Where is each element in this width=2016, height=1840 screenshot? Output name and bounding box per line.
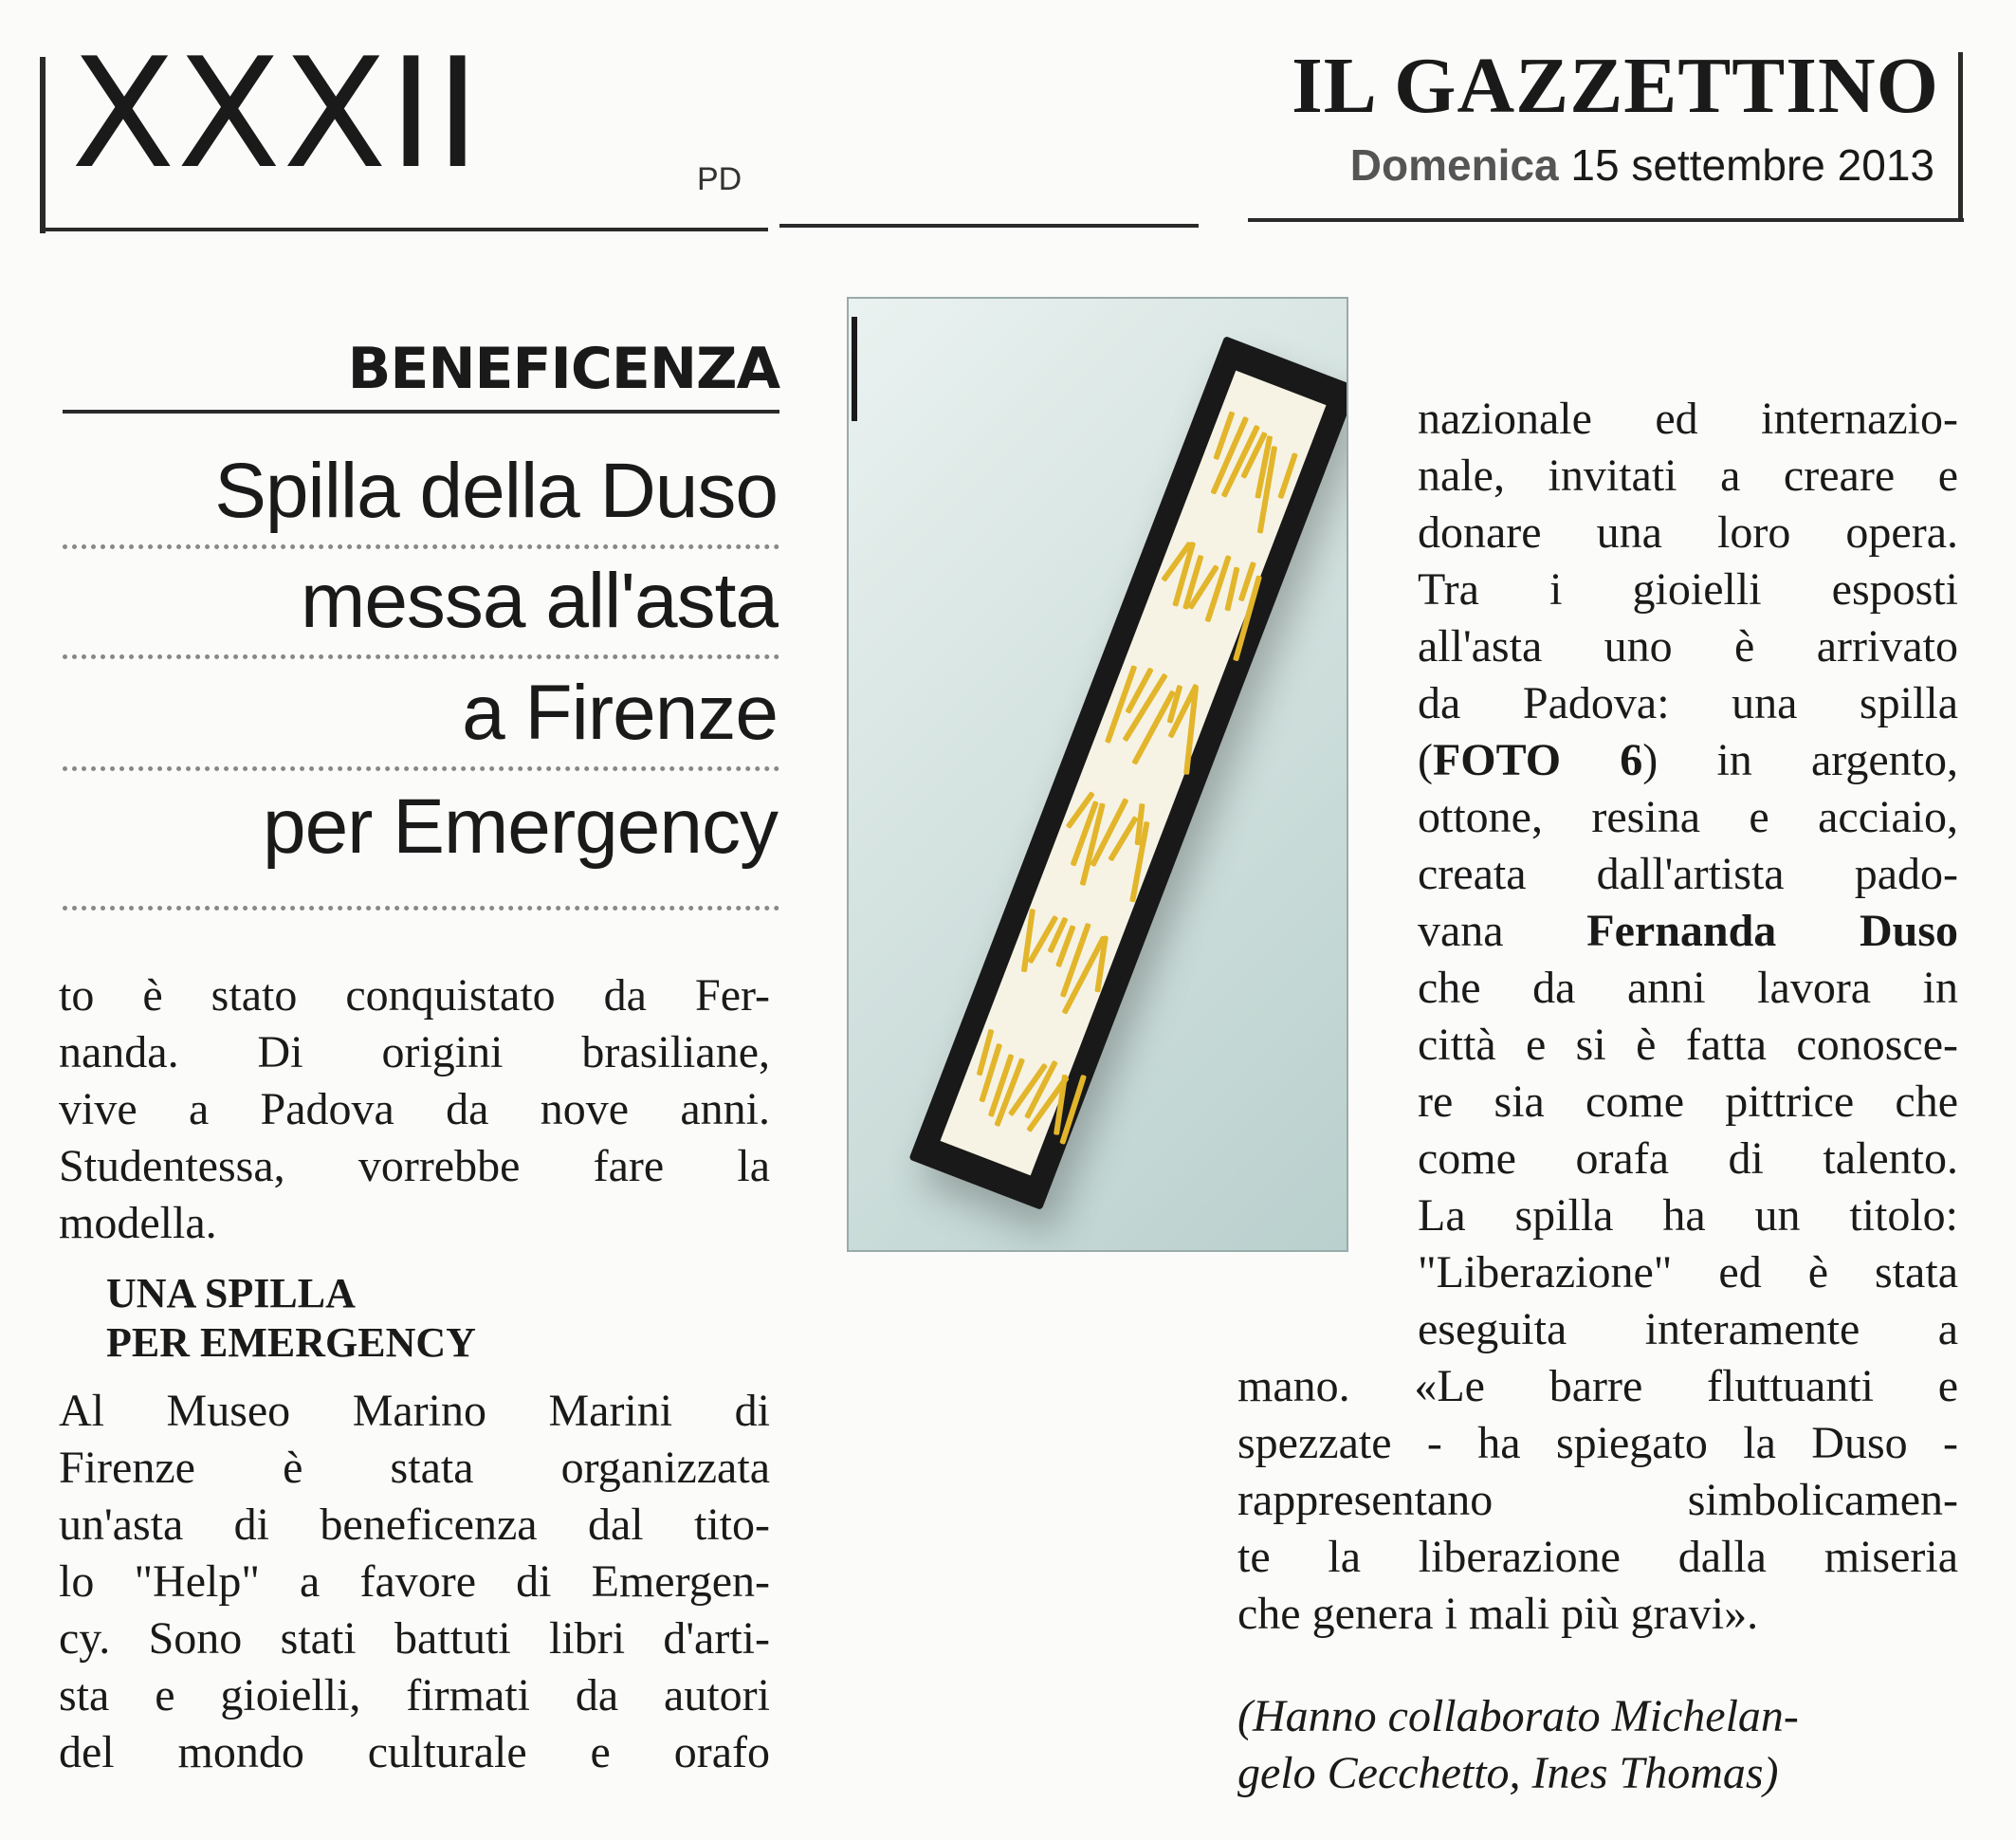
body-line: modella. [59, 1198, 217, 1248]
body-line: Tra i gioielli esposti [1418, 564, 1958, 615]
body-line: sta e gioielli, firmati da autori [59, 1670, 770, 1720]
brooch-image [908, 336, 1348, 1210]
brooch-panel [940, 371, 1326, 1176]
edition-code: PD [697, 161, 742, 197]
body-line: ottone, resina e acciaio, [1418, 792, 1958, 842]
headline-divider [63, 544, 779, 549]
body-line: che genera i mali più gravi». [1237, 1589, 1759, 1639]
body-line: nale, invitati a creare e [1418, 451, 1958, 501]
byline [1237, 1688, 1958, 1802]
section-rule [63, 410, 779, 414]
issue-date [1309, 140, 1934, 190]
body-line: Studentessa, vorrebbe fare la [59, 1141, 770, 1191]
body-line: città e si è fatta conosce- [1418, 1020, 1958, 1070]
body-line: Firenze è stata organizzata [59, 1443, 770, 1493]
body-line: mano. «Le barre fluttuanti e [1237, 1361, 1958, 1411]
body-line: cy. Sono stati battuti libri d'arti- [59, 1613, 770, 1664]
headline-line: a Firenze [462, 670, 778, 756]
body-line: come orafa di talento. [1418, 1133, 1958, 1184]
section-label: BENEFICENZA [347, 336, 779, 402]
body-line: eseguita interamente a [1418, 1304, 1958, 1354]
body-line: del mondo culturale e orafo [59, 1727, 770, 1777]
header-left-rule [40, 57, 46, 233]
body-line: to è stato conquistato da Fer- [59, 970, 770, 1021]
left-column-bottom [59, 1383, 770, 1781]
body-line: "Liberazione" ed è stata [1418, 1247, 1958, 1297]
body-line: un'asta di beneficenza dal tito- [59, 1500, 770, 1550]
headline-divider [63, 766, 779, 771]
subheading-line: UNA SPILLA [106, 1270, 356, 1316]
brooch-bar [1204, 555, 1231, 622]
body-line: vive a Padova da nove anni. [59, 1084, 770, 1134]
body-line: rappresentano simbolicamen- [1237, 1475, 1958, 1525]
subheading-line: PER EMERGENCY [106, 1319, 476, 1366]
body-line: che da anni lavora in [1418, 963, 1958, 1013]
headline-divider [63, 654, 779, 659]
photo-ref: FOTO 6 [1432, 735, 1643, 785]
artist-name: Fernanda Duso [1586, 906, 1958, 956]
body-line: da Padova: una spilla [1418, 678, 1958, 728]
body-line: donare una loro opera. [1418, 507, 1958, 558]
newspaper-masthead: IL GAZZETTINO [1292, 42, 1939, 130]
body-line: nanda. Di origini brasiliane, [59, 1027, 770, 1077]
brooch-bar [1131, 690, 1176, 765]
issue-date-text: 15 settembre 2013 [1570, 140, 1934, 190]
headline-line: messa all'asta [301, 558, 778, 644]
body-line: La spilla ha un titolo: [1418, 1190, 1958, 1241]
left-column-top [59, 967, 770, 1252]
body-line: Al Museo Marino Marini di [59, 1386, 770, 1436]
header-divider [40, 228, 768, 231]
body-line: spezzate - ha spiegato la Duso - [1237, 1418, 1958, 1468]
body-line: te la liberazione dalla miseria [1237, 1532, 1958, 1582]
body-line: all'asta uno è arrivato [1418, 621, 1958, 672]
headline-line: Spilla della Duso [214, 448, 778, 534]
right-column [1418, 391, 1958, 1358]
right-column-wide [1237, 1358, 1958, 1643]
brooch-bar [1224, 567, 1239, 613]
header-divider [779, 224, 1199, 228]
byline-line: gelo Cecchetto, Ines Thomas) [1237, 1748, 1779, 1798]
headline-divider [63, 906, 779, 911]
body-line: re sia come pittrice che [1418, 1076, 1958, 1127]
page-number: XXXII [71, 25, 483, 202]
header-divider [1248, 218, 1964, 222]
headline-line: per Emergency [262, 783, 778, 870]
issue-weekday: Domenica [1349, 140, 1559, 190]
brooch-photo [847, 297, 1348, 1252]
byline-line: (Hanno collaborato Michelan- [1237, 1691, 1799, 1741]
body-line: nazionale ed internazio- [1418, 394, 1958, 444]
brooch-bar [1277, 452, 1298, 500]
header-right-rule [1958, 52, 1963, 221]
body-line-artist: vana Fernanda Duso [1418, 906, 1958, 956]
body-line: creata dall'artista pado- [1418, 849, 1958, 899]
body-line-bold-ref: (FOTO 6) in argento, [1418, 735, 1959, 785]
body-line: lo "Help" a favore di Emergen- [59, 1556, 770, 1607]
column-rule [852, 317, 857, 421]
subheading [106, 1269, 476, 1368]
